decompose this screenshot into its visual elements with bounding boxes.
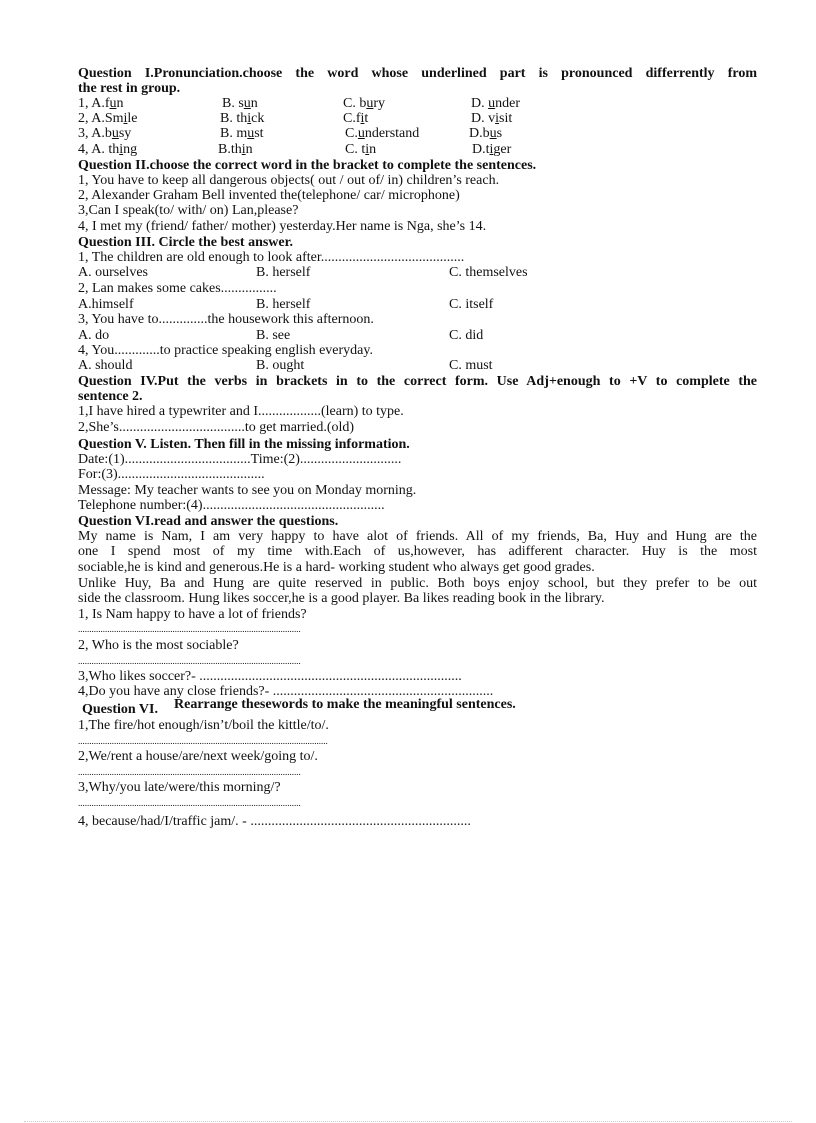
q1-r3-c: C.understand [345, 126, 420, 141]
q3-item-2-option-b: B. herself [256, 297, 311, 312]
q6-para1-line3: sociable,he is kind and generous.He is a hard- working student who always get good grades. [78, 560, 595, 575]
q2-line-3: 3,Can I speak(to/ with/ on) Lan,please? [78, 203, 299, 218]
q5-line-message: Message: My teacher wants to see you on Monday morning. [78, 483, 417, 498]
q7-answer-line-3: ................................................................................................... [78, 798, 301, 808]
page-bottom-divider [24, 1121, 792, 1122]
q7-answer-line-2: ................................................................................................... [78, 767, 301, 777]
q6-question-1: 1, Is Nam happy to have a lot of friends? [78, 607, 307, 622]
q7-line-1: 1,The fire/hot enough/isn’t/boil the kittle/to/. [78, 718, 329, 733]
q2-title: Question II.choose the correct word in the bracket to complete the sentences. [78, 158, 537, 173]
q1-r2-d: D. visit [471, 111, 513, 126]
q3-item-3-option-c: C. did [449, 328, 484, 343]
q1-r1-c: C. bury [343, 96, 386, 111]
q6-question-2: 2, Who is the most sociable? [78, 638, 239, 653]
q3-item-2-option-a: A.himself [78, 297, 134, 312]
q3-item-4-option-a: A. should [78, 358, 133, 373]
q1-r4-a: 4, A. thing [78, 142, 138, 157]
q7-line-2: 2,We/rent a house/are/next week/going to/. [78, 749, 318, 764]
q1-r1-d: D. under [471, 96, 521, 111]
q5-line-telephone: Telephone number:(4).................................................... [78, 498, 385, 513]
q1-title-line2: the rest in group. [78, 81, 181, 96]
q3-item-1-option-b: B. herself [256, 265, 311, 280]
q4-line-1: 1,I have hired a typewriter and I..................(learn) to type. [78, 404, 404, 419]
q1-r4-d: D.tiger [472, 142, 512, 157]
q1-title-line1: Question I.Pronunciation.choose the word whose underlined part is pronounced differrently from [78, 66, 757, 81]
q6-para2-line1: Unlike Huy, Ba and Hung are quite reserved in public. Both boys enjoy school, but they prefer to be out [78, 576, 757, 591]
q1-r4-b: B.thin [218, 142, 253, 157]
q7-title-b: Rearrange thesewords to make the meaningful sentences. [174, 697, 516, 712]
q3-item-4-option-b: B. ought [256, 358, 305, 373]
q4-title-line2: sentence 2. [78, 389, 143, 404]
q5-line-date-time: Date:(1)....................................Time:(2)............................. [78, 452, 402, 467]
q3-item-4: 4, You.............to practice speaking english everyday. [78, 343, 373, 358]
q5-title: Question V. Listen. Then fill in the missing information. [78, 437, 410, 452]
q1-r2-b: B. thick [220, 111, 265, 126]
q4-title-line1: Question IV.Put the verbs in brackets in to the correct form. Use Adj+enough to +V to complete the [78, 374, 757, 389]
q7-answer-line-1: ............................................................................................................... [78, 736, 328, 746]
q6-para1-line1: My name is Nam, I am very happy to have alot of friends. All of my friends, Ba, Huy and Hung are the [78, 529, 757, 544]
q3-item-3: 3, You have to..............the housework this afternoon. [78, 312, 374, 327]
q7-title-a: Question VI. [82, 702, 158, 717]
q3-item-2-option-c: C. itself [449, 297, 494, 312]
q6-question-3: 3,Who likes soccer?- ........................................................................... [78, 669, 462, 684]
q1-r3-a: 3, A.busy [78, 126, 132, 141]
q6-answer-line-2: ................................................................................................... [78, 656, 301, 666]
q1-r4-c: C. tin [345, 142, 377, 157]
q3-item-3-option-b: B. see [256, 328, 291, 343]
q2-line-1: 1, You have to keep all dangerous objects( out / out of/ in) children’s reach. [78, 173, 500, 188]
q3-item-1: 1, The children are old enough to look after......................................... [78, 250, 465, 265]
q2-line-2: 2, Alexander Graham Bell invented the(telephone/ car/ microphone) [78, 188, 460, 203]
q5-line-for: For:(3).......................................... [78, 467, 265, 482]
q3-item-4-option-c: C. must [449, 358, 493, 373]
q6-answer-line-1: ................................................................................................... [78, 624, 301, 634]
q6-para2-line2: side the classroom. Hung likes soccer,he is a good player. Ba likes reading book in the library. [78, 591, 605, 606]
q3-title: Question III. Circle the best answer. [78, 235, 294, 250]
q1-r1-b: B. sun [222, 96, 258, 111]
q3-item-2: 2, Lan makes some cakes................ [78, 281, 277, 296]
q3-item-1-option-a: A. ourselves [78, 265, 148, 280]
q6-title: Question VI.read and answer the questions. [78, 514, 339, 529]
q6-question-4: 4,Do you have any close friends?- ............................................................... [78, 684, 494, 699]
q7-line-4: 4, because/had/I/traffic jam/. - ............................................................... [78, 814, 471, 829]
q6-para1-line2: one I spend most of my time with.Each of us,however, has adifferent character. Huy is the most [78, 544, 757, 559]
q1-r2-a: 2, A.Smile [78, 111, 138, 126]
q7-line-3: 3,Why/you late/were/this morning/? [78, 780, 281, 795]
q1-r1-a: 1, A.fun [78, 96, 124, 111]
q3-item-1-option-c: C. themselves [449, 265, 528, 280]
q1-r3-b: B. must [220, 126, 264, 141]
q2-line-4: 4, I met my (friend/ father/ mother) yesterday.Her name is Nga, she’s 14. [78, 219, 487, 234]
q4-line-2: 2,She’s....................................to get married.(old) [78, 420, 355, 435]
q1-r3-d: D.bus [469, 126, 503, 141]
q1-r2-c: C.fit [343, 111, 369, 126]
q3-item-3-option-a: A. do [78, 328, 110, 343]
